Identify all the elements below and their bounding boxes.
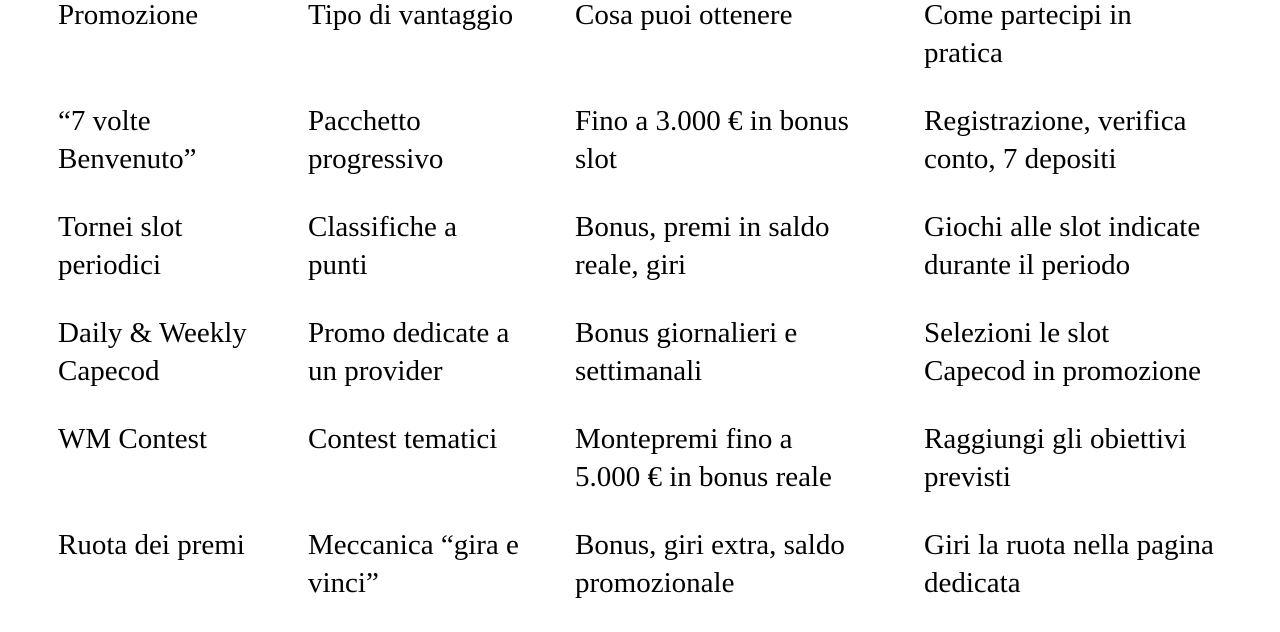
cell-partecipi: Giri la ruota nella pagina dedicata	[924, 529, 1214, 599]
cell-partecipi: Selezioni le slot Capecod in promozione	[924, 317, 1202, 387]
cell-partecipi: Giochi alle slot indicate durante il periodo	[924, 211, 1201, 281]
cell-ottenere: Bonus, giri extra, saldo promozionale	[575, 529, 845, 599]
header-cosa-puoi-ottenere: Cosa puoi ottenere	[575, 0, 793, 31]
table-row	[0, 526, 1280, 632]
cell-ottenere: Bonus, premi in saldo reale, giri	[575, 211, 830, 281]
cell-tipo: Meccanica “gira e vinci”	[308, 529, 519, 599]
cell-tipo: Pacchetto progressivo	[308, 105, 444, 175]
cell-promozione: “7 volte Benvenuto”	[58, 105, 197, 175]
header-come-partecipi: Come partecipi in pratica	[924, 0, 1132, 69]
table-row	[0, 102, 1280, 208]
table-header-row	[0, 0, 1280, 102]
table-row	[0, 420, 1280, 526]
cell-tipo: Contest tematici	[308, 423, 498, 455]
cell-partecipi: Raggiungi gli obiettivi previsti	[924, 423, 1187, 493]
cell-ottenere: Fino a 3.000 € in bonus slot	[575, 105, 849, 175]
cell-ottenere: Montepremi fino a 5.000 € in bonus reale	[575, 423, 832, 493]
cell-promozione: Daily & Weekly Capecod	[58, 317, 247, 387]
table-row	[0, 314, 1280, 420]
cell-partecipi: Registrazione, verifica conto, 7 depositi	[924, 105, 1187, 175]
header-tipo-di-vantaggio: Tipo di vantaggio	[308, 0, 514, 31]
cell-promozione: Ruota dei premi	[58, 529, 245, 561]
cell-tipo: Promo dedicate a un provider	[308, 317, 510, 387]
cell-promozione: WM Contest	[58, 423, 208, 455]
cell-ottenere: Bonus giornalieri e settimanali	[575, 317, 798, 387]
header-promozione: Promozione	[58, 0, 199, 31]
table-row	[0, 208, 1280, 314]
cell-promozione: Tornei slot periodici	[58, 211, 183, 281]
cell-tipo: Classifiche a punti	[308, 211, 457, 281]
